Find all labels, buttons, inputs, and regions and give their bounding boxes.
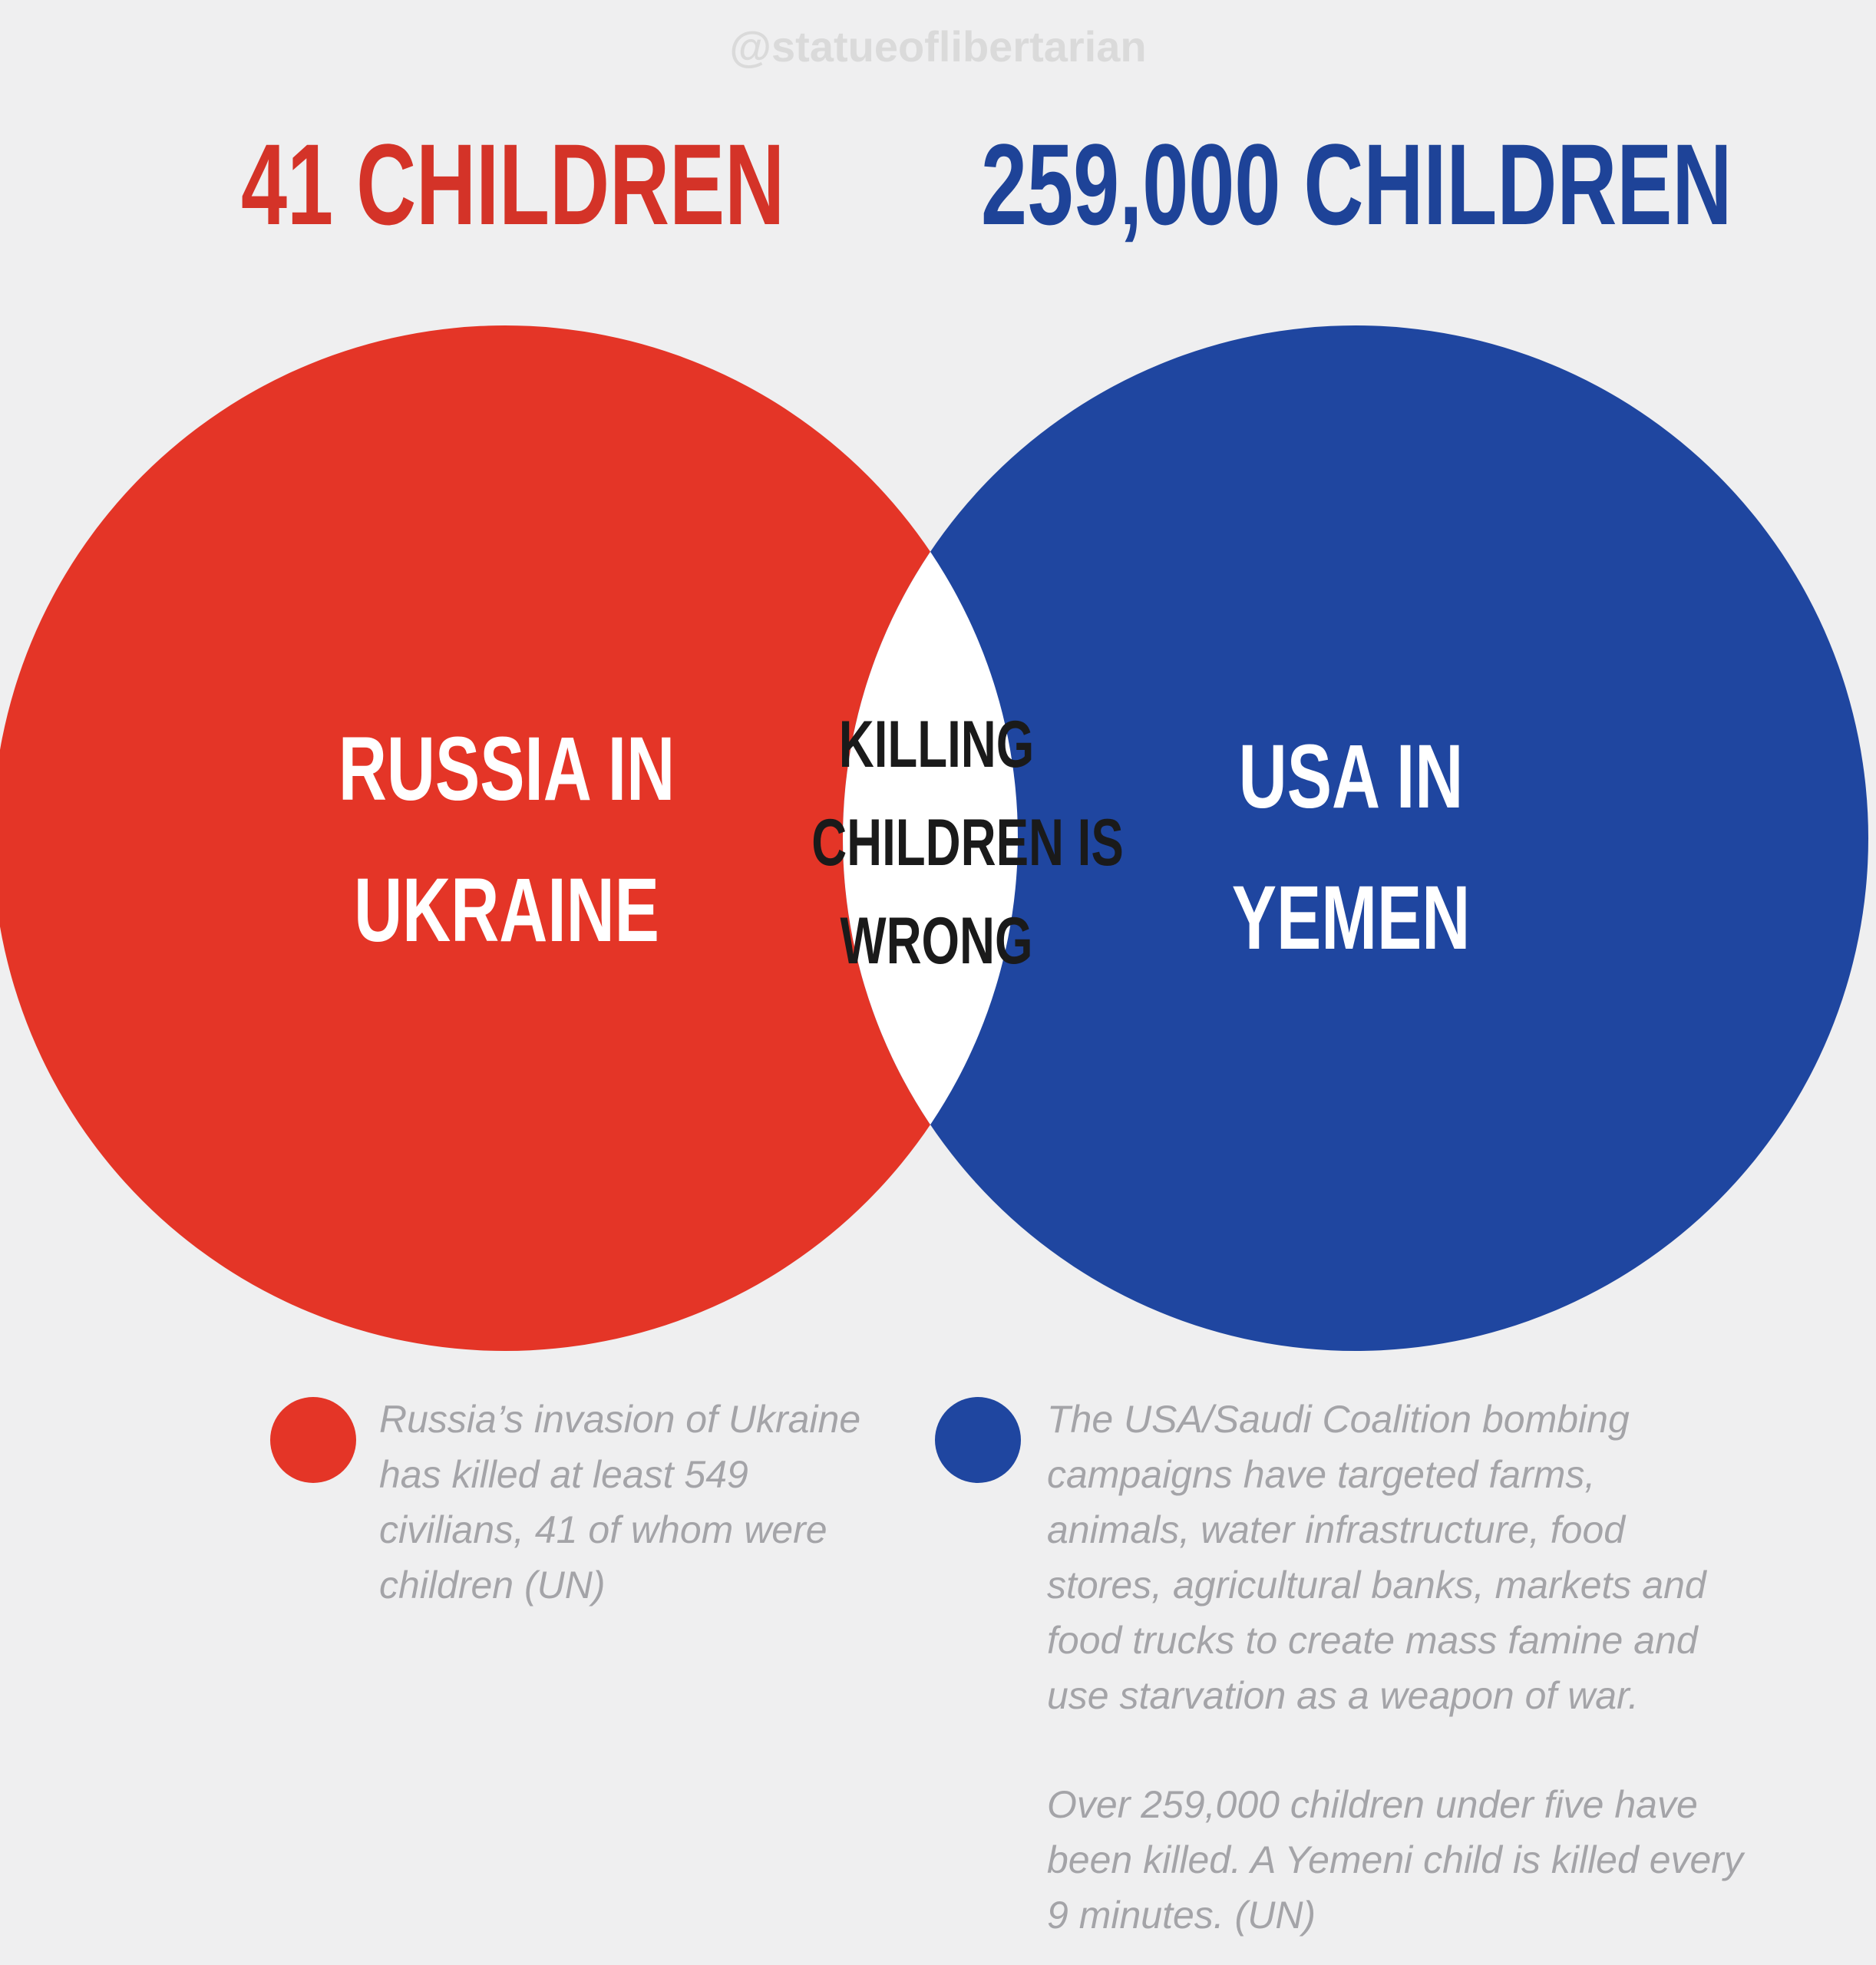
venn-label-russia	[276, 698, 737, 981]
caption-line: campaigns have targeted farms,	[1047, 1453, 1596, 1496]
caption-line: use starvation as a weapon of war.	[1047, 1674, 1639, 1717]
legend-caption-usa-stat	[1047, 1777, 1743, 1943]
legend-caption-russia	[379, 1392, 860, 1613]
legend-dot-red	[270, 1397, 356, 1483]
caption-line: civilians, 41 of whom were	[379, 1508, 827, 1551]
caption-line: stores, agricultural banks, markets and	[1047, 1564, 1706, 1607]
venn-label-usa	[1121, 706, 1581, 989]
caption-line: 9 minutes. (UN)	[1047, 1894, 1316, 1937]
headline-usa-count: 259,000 CHILDREN	[981, 120, 1732, 249]
caption-line: Russia’s invasion of Ukraine	[379, 1398, 861, 1441]
caption-line: Over 259,000 children under five have	[1047, 1783, 1698, 1826]
legend-dot-blue	[935, 1397, 1021, 1483]
headline-russia-count: 41 CHILDREN	[241, 120, 785, 249]
venn-label-russia-line-1: RUSSIA IN	[338, 718, 675, 820]
author-handle: @statueoflibertarian	[729, 22, 1147, 71]
caption-line: animals, water infrastructure, food	[1047, 1508, 1626, 1551]
caption-line: has killed at least 549	[379, 1453, 748, 1496]
venn-label-overlap-line-1: KILLING	[838, 708, 1035, 781]
caption-line: been killed. A Yemeni child is killed every	[1047, 1838, 1743, 1881]
venn-label-usa-line-1: USA IN	[1238, 726, 1464, 827]
caption-line: children (UN)	[379, 1564, 606, 1607]
caption-line: food trucks to create mass famine and	[1047, 1619, 1698, 1662]
venn-label-overlap-line-2: CHILDREN IS	[811, 806, 1124, 880]
caption-line: The USA/Saudi Coalition bombing	[1047, 1398, 1630, 1441]
venn-label-russia-line-2: UKRAINE	[354, 860, 659, 961]
legend-caption-usa	[1047, 1392, 1706, 1723]
venn-label-overlap-line-3: WRONG	[840, 904, 1033, 978]
venn-label-usa-line-2: YEMEN	[1231, 867, 1471, 969]
venn-label-overlap	[768, 695, 1124, 990]
